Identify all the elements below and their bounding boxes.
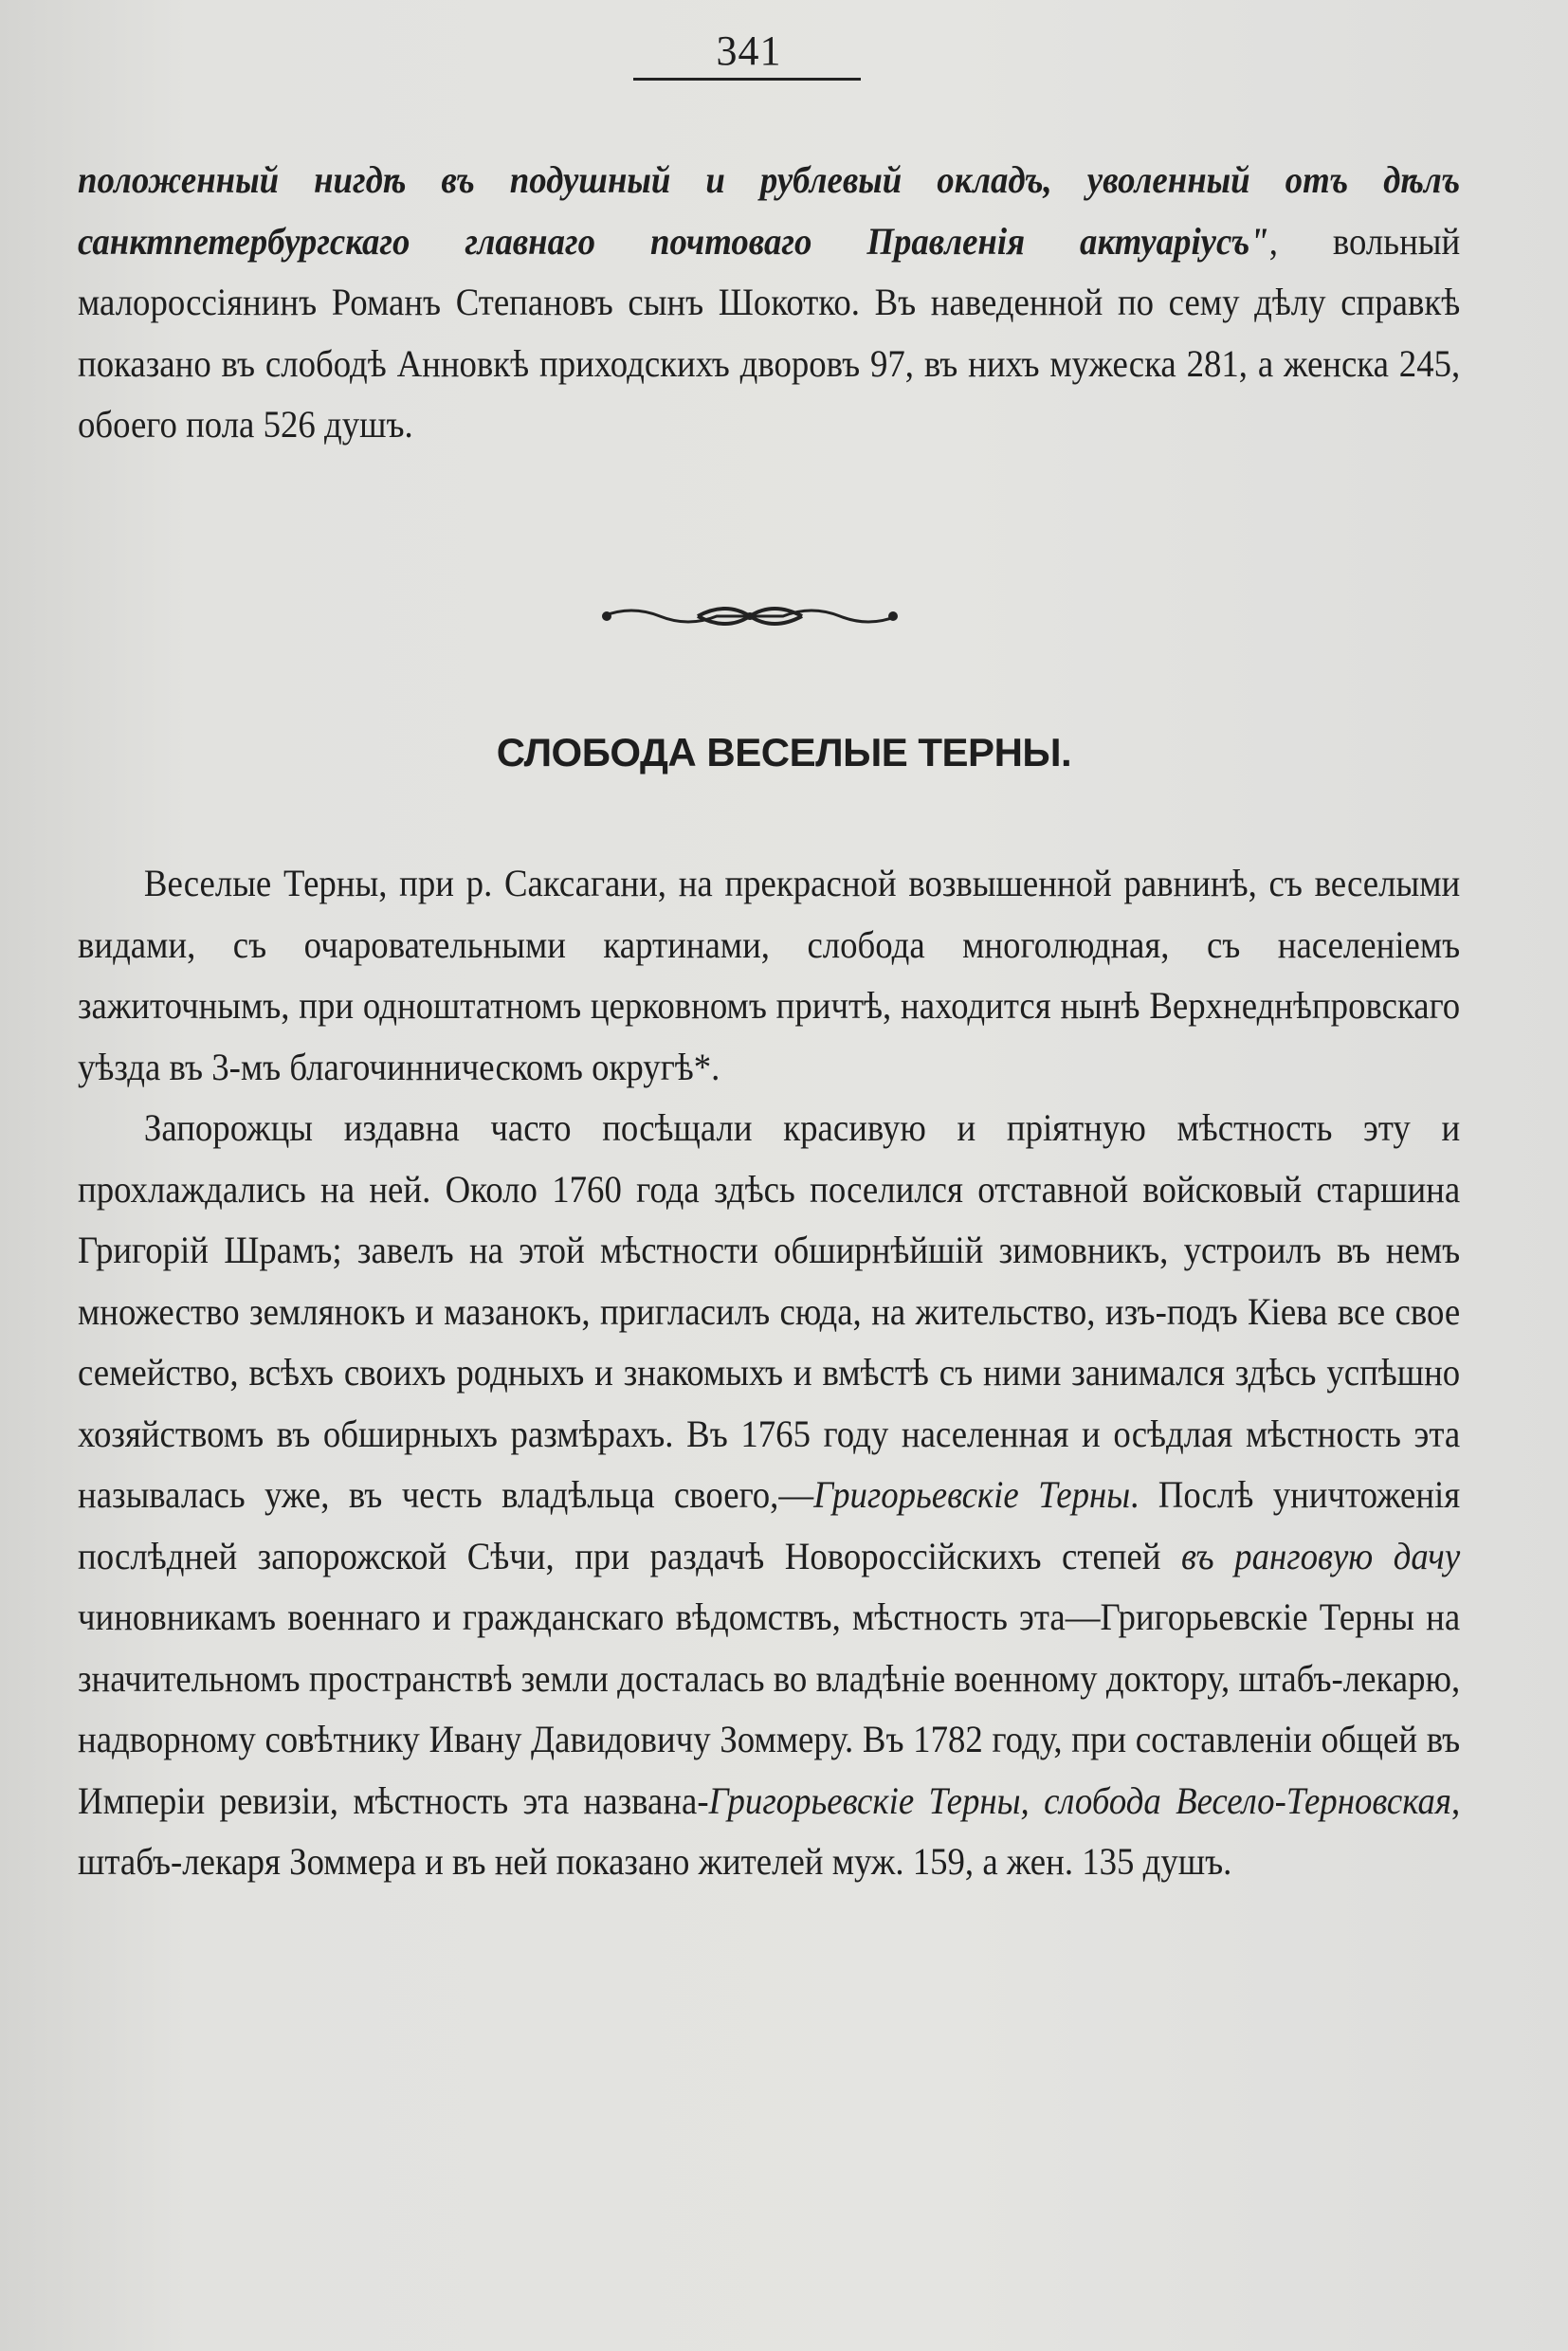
paragraph-2-italic-1: Григорьевскіе Терны <box>813 1473 1131 1516</box>
page-number-rule <box>633 78 861 81</box>
intro-text: , вольный малороссіянинъ Романъ Степановъ сынъ Шокотко. Въ наведенной по сему дѣлу справкѣ показано въ слободѣ Анновкѣ приходскихъ дворовъ 97, въ нихъ мужеска 281, а женска 245, обоего пола 526 душъ. <box>78 219 1461 446</box>
paragraph-2-part-2: . Послѣ уничтоженія послѣдней запорожской Сѣчи, при раздачѣ Новороссійскихъ степей <box>78 1473 1461 1577</box>
decorative-divider-icon <box>593 597 906 635</box>
page-number: 341 <box>716 27 782 74</box>
paragraph-2-italic-2: въ ранговую дачу <box>1181 1534 1461 1577</box>
intro-italic-quote: положенный нигдѣ въ подушный и рублевый окладъ, уволенный отъ дѣлъ санктпетербургскаго главнаго почтоваго Правленія актуаріусъ" <box>78 158 1461 263</box>
intro-paragraph <box>78 150 1460 456</box>
paragraph-2-part-4: , штабъ-лекаря Зоммера и въ ней показано жителей муж. 159, а жен. 135 душъ. <box>78 1778 1461 1883</box>
section-body <box>78 853 1460 1893</box>
paragraph-2-italic-3: Григорьевскіе Терны, слобода Весело-Терновская <box>708 1778 1451 1822</box>
paragraph-1: Веселые Терны, при р. Саксагани, на прекрасной возвышенной равнинѣ, съ веселыми видами, съ очаровательными картинами, слобода многолюдная, съ населеніемъ зажиточнымъ, при одноштатномъ церковномъ причтѣ, находится нынѣ Верхнеднѣпровскаго уѣзда въ 3-мъ благочинническомъ округѣ*. <box>78 862 1461 1088</box>
section-title: СЛОБОДА ВЕСЕЛЫЕ ТЕРНЫ. <box>496 730 1072 775</box>
paragraph-2-part-1: Запорожцы издавна часто посѣщали красивую и пріятную мѣстность эту и прохлаждались на ней. Около 1760 года здѣсь поселился отставной войсковый старшина Григорій Шрамъ; завелъ на этой мѣстности обширнѣйшій зимовникъ, устроилъ въ немъ множество землянокъ и мазанокъ, пригласилъ сюда, на жительство, изъ-подъ Кіева все свое семейство, всѣхъ своихъ родныхъ и знакомыхъ и вмѣстѣ съ ними занимался здѣсь успѣшно хозяйствомъ въ обширныхъ размѣрахъ. Въ 1765 году населенная и осѣдлая мѣстность эта называлась уже, въ честь владѣльца своего,— <box>78 1106 1461 1516</box>
paragraph-2-part-3: чиновникамъ военнаго и гражданскаго вѣдомствъ, мѣстность эта—Григорьевскіе Терны на значительномъ пространствѣ земли досталась во владѣніе военному доктору, штабъ-лекарю, надворному совѣтнику Ивану Давидовичу Зоммеру. Въ 1782 году, при составленіи общей въ Имперіи ревизіи, мѣстность эта названа- <box>78 1595 1461 1822</box>
paragraph-2 <box>78 1098 1460 1893</box>
